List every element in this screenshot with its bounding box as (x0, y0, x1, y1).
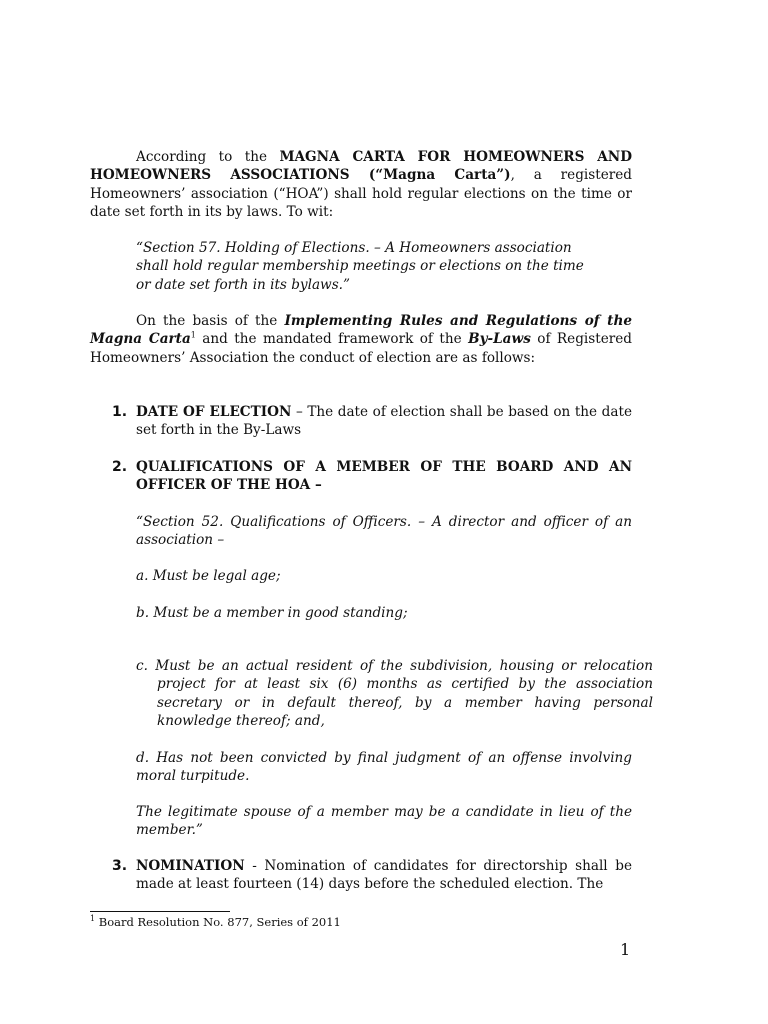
page-number: 1 (620, 940, 631, 959)
list-number: 3. (112, 858, 128, 874)
footnote-divider (90, 911, 230, 912)
section-57-quote: “Section 57. Holding of Elections. – A Homeowners association shall hold regular membership meetings or elections on the time or date set forth in its bylaws.” (136, 240, 584, 293)
intro-text-continued: , a registered Homeowners’ association (“HOA”) shall hold regular elections on the time or date set forth in its by laws. To wit: (90, 167, 632, 220)
basis-paragraph (90, 312, 632, 367)
list-item-nomination (112, 857, 632, 894)
qualification-b: b. Must be a member in good standing; (136, 605, 408, 621)
qualification-d: d. Has not been convicted by final judgment of an offense involving moral turpitude. (136, 750, 632, 785)
basis-text: On the basis of the (136, 313, 285, 329)
list-item-qualifications (112, 458, 632, 495)
bylaws-title: By-Laws (468, 331, 531, 348)
footnote (90, 915, 341, 929)
intro-text: According to the (136, 149, 280, 165)
qualification-c: c. Must be an actual resident of the subdivision, housing or relocation project for at least six (6) months as certified by the association secretary or in default thereof, by a member having personal knowledge thereof; and, (136, 658, 653, 729)
magna-carta-title: MAGNA CARTA FOR HOMEOWNERS AND HOMEOWNERS ASSOCIATIONS (“Magna Carta”) (90, 149, 633, 184)
irr-title: Implementing Rules and Regulations of the Magna Carta (90, 313, 632, 348)
item-heading: QUALIFICATIONS OF A MEMBER OF THE BOARD AND AN OFFICER OF THE HOA – (136, 459, 632, 494)
list-number: 1. (112, 404, 128, 420)
list-number: 2. (112, 459, 128, 475)
footnote-reference[interactable]: 1 (190, 330, 196, 340)
intro-paragraph (90, 148, 632, 221)
spouse-provision: The legitimate spouse of a member may be a candidate in lieu of the member.” (136, 804, 632, 839)
footnote-marker: 1 (90, 914, 96, 924)
qualification-a: a. Must be legal age; (136, 568, 281, 584)
basis-text-continued: and the mandated framework of the (195, 331, 469, 348)
list-item-date-of-election (112, 403, 632, 440)
item-text: - Nomination of candidates for directorship shall be made at least fourteen (14) days before the scheduled election. The (136, 858, 632, 893)
item-heading: DATE OF ELECTION (136, 404, 292, 420)
footnote-text: Board Resolution No. 877, Series of 2011 (95, 915, 341, 929)
item-text: – The date of election shall be based on the date set forth in the By-Laws (136, 404, 632, 439)
item-heading: NOMINATION (136, 858, 245, 874)
section-52-quote: “Section 52. Qualifications of Officers. – A director and officer of an association – (136, 514, 632, 549)
basis-text-end: of Registered Homeowners’ Association the conduct of election are as follows: (90, 331, 632, 366)
